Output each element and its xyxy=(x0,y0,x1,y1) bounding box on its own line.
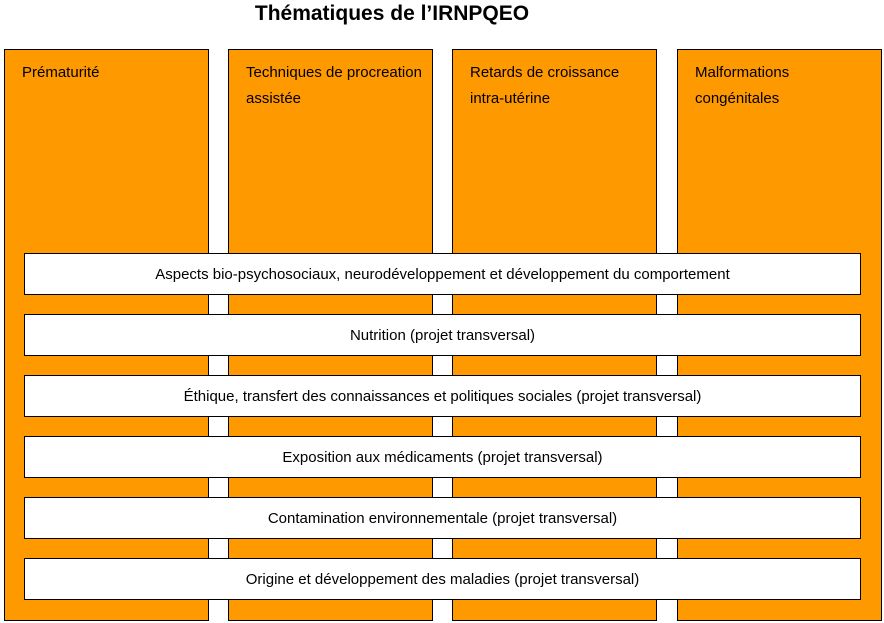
band-contamination: Contamination environnementale (projet transversal) xyxy=(24,497,861,539)
diagram-title: Thématiques de l’IRNPQEO xyxy=(254,2,530,25)
band-origine-maladies: Origine et développement des maladies (projet transversal) xyxy=(24,558,861,600)
column-label: Prématurité xyxy=(22,64,100,81)
column-label: Retards de croissance intra-utérine xyxy=(470,64,620,107)
band-ethique: Éthique, transfert des connaissances et politiques sociales (projet transversal) xyxy=(24,375,861,417)
band-aspects-bio-psychosociaux: Aspects bio-psychosociaux, neurodéveloppement et développement du comportement xyxy=(24,253,861,295)
column-label: Malformations congénitales xyxy=(695,64,790,107)
column-label: Techniques de procreation assistée xyxy=(246,64,422,107)
band-nutrition: Nutrition (projet transversal) xyxy=(24,314,861,356)
band-exposition-medicaments: Exposition aux médicaments (projet transversal) xyxy=(24,436,861,478)
